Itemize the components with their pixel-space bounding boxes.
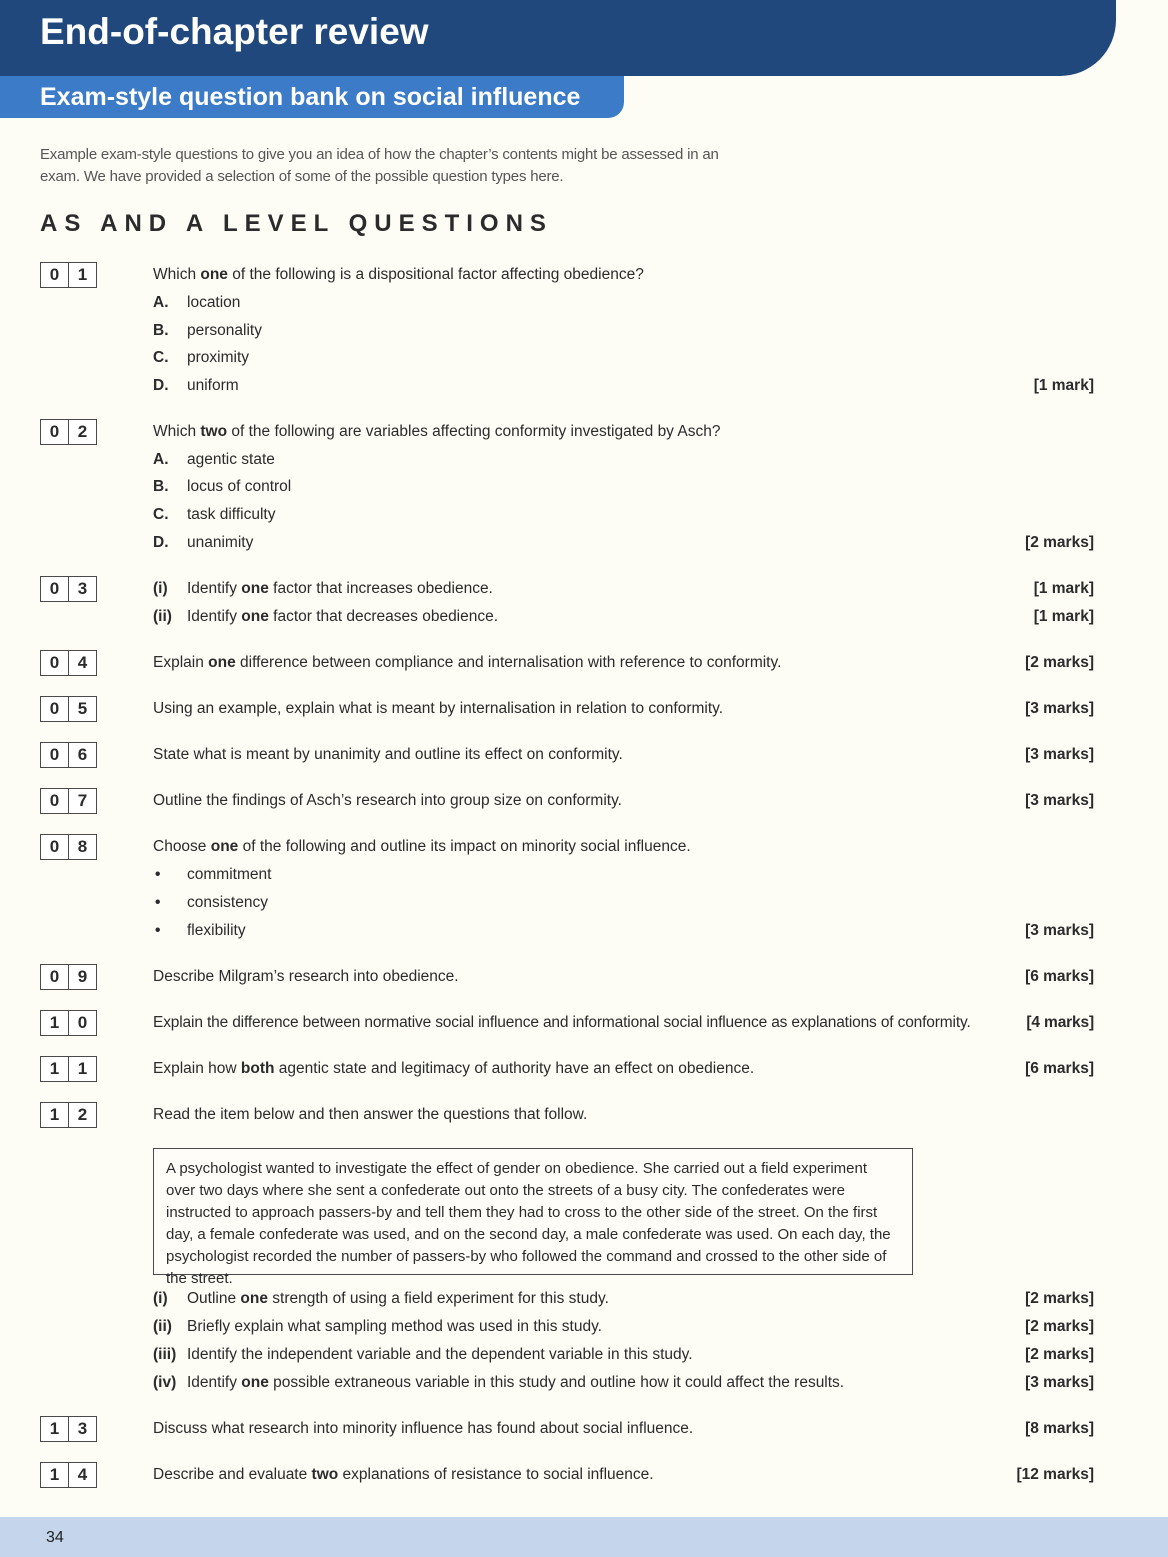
part-label: (ii) bbox=[153, 1318, 172, 1335]
question-number-03 bbox=[40, 576, 97, 602]
option-c bbox=[153, 347, 1094, 369]
stem-text: Describe and evaluate bbox=[153, 1466, 312, 1483]
option-b bbox=[153, 320, 1094, 342]
subheader-title: Exam-style question bank on social influence bbox=[40, 83, 581, 111]
intro-text: Example exam-style questions to give you an idea of how the chapter’s contents might be assessed in an exam. We have provided a selection of some of the possible question types here. bbox=[40, 146, 719, 185]
part-emphasis: one bbox=[241, 608, 269, 625]
stem-text: Read the item below and then answer the questions that follow. bbox=[153, 1106, 588, 1123]
section-title: AS AND A LEVEL QUESTIONS bbox=[40, 210, 553, 237]
question-12-stem bbox=[153, 1104, 1094, 1126]
marks-label: [3 marks] bbox=[1025, 746, 1094, 763]
marks-label: [2 marks] bbox=[1025, 1318, 1094, 1335]
question-digit: 1 bbox=[49, 1059, 60, 1078]
question-09-stem bbox=[153, 966, 1094, 988]
question-12-part-ii bbox=[153, 1316, 1094, 1338]
part-text: Outline bbox=[187, 1290, 241, 1307]
question-13-stem bbox=[153, 1418, 1094, 1440]
marks-label: [2 marks] bbox=[1025, 534, 1094, 551]
question-digit: 0 bbox=[49, 579, 60, 598]
question-number-07 bbox=[40, 788, 97, 814]
question-digit: 3 bbox=[68, 577, 96, 601]
stem-text: Describe Milgram’s research into obedience. bbox=[153, 968, 459, 985]
stem-text: State what is meant by unanimity and outline its effect on conformity. bbox=[153, 746, 623, 763]
bullet-text: flexibility bbox=[187, 922, 246, 939]
part-label: (iv) bbox=[153, 1374, 177, 1391]
question-07-stem bbox=[153, 790, 1094, 812]
stem-text: Discuss what research into minority influence has found about social influence. bbox=[153, 1420, 694, 1437]
question-04-stem bbox=[153, 652, 1094, 674]
stem-text: Outline the findings of Asch’s research into group size on conformity. bbox=[153, 792, 622, 809]
question-digit: 5 bbox=[68, 697, 96, 721]
option-label: D. bbox=[153, 377, 169, 394]
stem-text: Explain bbox=[153, 654, 209, 671]
bullet-item bbox=[153, 892, 1094, 914]
option-a bbox=[153, 292, 1094, 314]
stem-emphasis: two bbox=[200, 423, 228, 440]
subheader-banner bbox=[0, 76, 624, 118]
option-d bbox=[153, 532, 1094, 554]
stem-text: Using an example, explain what is meant by internalisation in relation to conformity. bbox=[153, 700, 724, 717]
option-b bbox=[153, 476, 1094, 498]
question-number-14 bbox=[40, 1462, 97, 1488]
option-d bbox=[153, 375, 1094, 397]
part-text: Identify bbox=[187, 580, 242, 597]
question-number-06 bbox=[40, 742, 97, 768]
marks-label: [12 marks] bbox=[1016, 1466, 1094, 1483]
bullet-text: commitment bbox=[187, 866, 272, 883]
option-label: D. bbox=[153, 534, 169, 551]
marks-label: [3 marks] bbox=[1025, 792, 1094, 809]
stem-text: difference between compliance and internalisation with reference to conformity. bbox=[235, 654, 782, 671]
stem-text: Which bbox=[153, 423, 201, 440]
part-label: (i) bbox=[153, 1290, 168, 1307]
stem-text: agentic state and legitimacy of authority have an effect on obedience. bbox=[274, 1060, 755, 1077]
part-text: Briefly explain what sampling method was used in this study. bbox=[187, 1318, 602, 1335]
marks-label: [4 marks] bbox=[1026, 1014, 1094, 1031]
question-digit: 1 bbox=[49, 1105, 60, 1124]
question-digit: 2 bbox=[68, 420, 96, 444]
marks-label: [3 marks] bbox=[1025, 922, 1094, 939]
question-digit: 0 bbox=[49, 699, 60, 718]
option-label: B. bbox=[153, 478, 169, 495]
question-number-02 bbox=[40, 419, 97, 445]
question-digit: 0 bbox=[49, 422, 60, 441]
option-text: uniform bbox=[187, 377, 239, 394]
part-text: Identify bbox=[187, 1374, 242, 1391]
option-label: B. bbox=[153, 322, 169, 339]
bullet-glyph: • bbox=[155, 922, 161, 939]
question-digit: 6 bbox=[68, 743, 96, 767]
question-number-04 bbox=[40, 650, 97, 676]
page-footer bbox=[0, 1517, 1168, 1557]
question-12-part-i bbox=[153, 1288, 1094, 1310]
option-label: A. bbox=[153, 451, 169, 468]
question-03-part-ii bbox=[153, 606, 1094, 628]
part-text: factor that decreases obedience. bbox=[268, 608, 499, 625]
part-text: possible extraneous variable in this study and outline how it could affect the results. bbox=[268, 1374, 845, 1391]
option-label: A. bbox=[153, 294, 169, 311]
bullet-glyph: • bbox=[155, 866, 161, 883]
question-digit: 0 bbox=[49, 745, 60, 764]
part-emphasis: one bbox=[241, 580, 269, 597]
question-digit: 9 bbox=[68, 965, 96, 989]
question-digit: 1 bbox=[49, 1465, 60, 1484]
question-digit: 1 bbox=[68, 263, 96, 287]
part-text: strength of using a field experiment for this study. bbox=[267, 1290, 609, 1307]
marks-label: [8 marks] bbox=[1025, 1420, 1094, 1437]
stem-text: Which bbox=[153, 266, 201, 283]
stem-text: Explain how bbox=[153, 1060, 241, 1077]
question-01-stem bbox=[153, 264, 1094, 286]
chapter-title: End-of-chapter review bbox=[40, 11, 429, 52]
question-digit: 1 bbox=[49, 1013, 60, 1032]
question-number-10 bbox=[40, 1010, 97, 1036]
marks-label: [6 marks] bbox=[1025, 1060, 1094, 1077]
part-text: Identify the independent variable and the dependent variable in this study. bbox=[187, 1346, 693, 1363]
stem-text: of the following and outline its impact on minority social influence. bbox=[238, 838, 691, 855]
option-a bbox=[153, 449, 1094, 471]
question-12-part-iii bbox=[153, 1344, 1094, 1366]
page-number: 34 bbox=[46, 1529, 64, 1546]
question-number-11 bbox=[40, 1056, 97, 1082]
marks-label: [1 mark] bbox=[1033, 377, 1094, 394]
stem-text: Choose bbox=[153, 838, 211, 855]
stimulus-box: A psychologist wanted to investigate the effect of gender on obedience. She carried out a field experiment over two days where she sent a confederate out onto the streets of a busy city. The confederates were instructed to approach passers-by and tell them they had to cross to the other side of the street. On the first day, a female confederate was used, and on the second day, a male confederate was used. On each day, the psychologist recorded the number of passers-by who followed the command and crossed to the other side of the street. bbox=[153, 1148, 913, 1275]
bullet-glyph: • bbox=[155, 894, 161, 911]
marks-label: [2 marks] bbox=[1025, 1346, 1094, 1363]
question-number-12 bbox=[40, 1102, 97, 1128]
question-02-stem bbox=[153, 421, 1094, 443]
stem-emphasis: one bbox=[208, 654, 236, 671]
option-label: C. bbox=[153, 506, 169, 523]
question-digit: 4 bbox=[68, 651, 96, 675]
marks-label: [2 marks] bbox=[1025, 1290, 1094, 1307]
question-10-stem bbox=[153, 1012, 1094, 1034]
option-c bbox=[153, 504, 1094, 526]
question-08-stem bbox=[153, 836, 1094, 858]
stem-emphasis: one bbox=[210, 838, 239, 855]
stem-text: of the following are variables affecting conformity investigated by Asch? bbox=[227, 423, 721, 440]
question-digit: 0 bbox=[49, 265, 60, 284]
question-digit: 2 bbox=[68, 1103, 96, 1127]
question-number-13 bbox=[40, 1416, 97, 1442]
option-text: proximity bbox=[187, 349, 250, 366]
part-label: (i) bbox=[153, 580, 168, 597]
question-digit: 1 bbox=[68, 1057, 96, 1081]
option-text: unanimity bbox=[187, 534, 254, 551]
question-06-stem bbox=[153, 744, 1094, 766]
question-digit: 4 bbox=[68, 1463, 96, 1487]
question-11-stem bbox=[153, 1058, 1094, 1080]
option-text: location bbox=[187, 294, 241, 311]
marks-label: [3 marks] bbox=[1025, 700, 1094, 717]
question-03-part-i bbox=[153, 578, 1094, 600]
stem-emphasis: one bbox=[200, 266, 228, 283]
part-label: (iii) bbox=[153, 1346, 177, 1363]
bullet-item bbox=[153, 864, 1094, 886]
chapter-header-banner bbox=[0, 0, 1116, 76]
question-digit: 8 bbox=[68, 835, 96, 859]
option-text: locus of control bbox=[187, 478, 292, 495]
marks-label: [1 mark] bbox=[1033, 608, 1094, 625]
stem-text: explanations of resistance to social influence. bbox=[338, 1466, 654, 1483]
stem-text: Explain the difference between normative social influence and informational social influence as explanations of conformity. bbox=[153, 1014, 971, 1031]
question-12-part-iv bbox=[153, 1372, 1094, 1394]
question-digit: 0 bbox=[49, 837, 60, 856]
option-text: personality bbox=[187, 322, 262, 339]
stem-emphasis: two bbox=[311, 1466, 339, 1483]
option-label: C. bbox=[153, 349, 169, 366]
part-label: (ii) bbox=[153, 608, 172, 625]
question-digit: 1 bbox=[49, 1419, 60, 1438]
stem-text: of the following is a dispositional factor affecting obedience? bbox=[227, 266, 644, 283]
question-05-stem bbox=[153, 698, 1094, 720]
part-emphasis: one bbox=[241, 1374, 269, 1391]
part-emphasis: one bbox=[240, 1290, 268, 1307]
question-digit: 0 bbox=[49, 967, 60, 986]
stem-emphasis: both bbox=[240, 1060, 275, 1077]
question-digit: 0 bbox=[49, 791, 60, 810]
bullet-item bbox=[153, 920, 1094, 942]
option-text: task difficulty bbox=[187, 506, 276, 523]
question-14-stem bbox=[153, 1464, 1094, 1486]
part-text: factor that increases obedience. bbox=[268, 580, 493, 597]
question-number-01 bbox=[40, 262, 97, 288]
option-text: agentic state bbox=[187, 451, 275, 468]
part-text: Identify bbox=[187, 608, 242, 625]
bullet-text: consistency bbox=[187, 894, 268, 911]
question-number-05 bbox=[40, 696, 97, 722]
marks-label: [1 mark] bbox=[1033, 580, 1094, 597]
question-number-08 bbox=[40, 834, 97, 860]
marks-label: [2 marks] bbox=[1025, 654, 1094, 671]
question-digit: 0 bbox=[49, 653, 60, 672]
question-digit: 7 bbox=[68, 789, 96, 813]
marks-label: [3 marks] bbox=[1025, 1374, 1094, 1391]
question-number-09 bbox=[40, 964, 97, 990]
question-digit: 0 bbox=[68, 1011, 96, 1035]
question-digit: 3 bbox=[68, 1417, 96, 1441]
marks-label: [6 marks] bbox=[1025, 968, 1094, 985]
